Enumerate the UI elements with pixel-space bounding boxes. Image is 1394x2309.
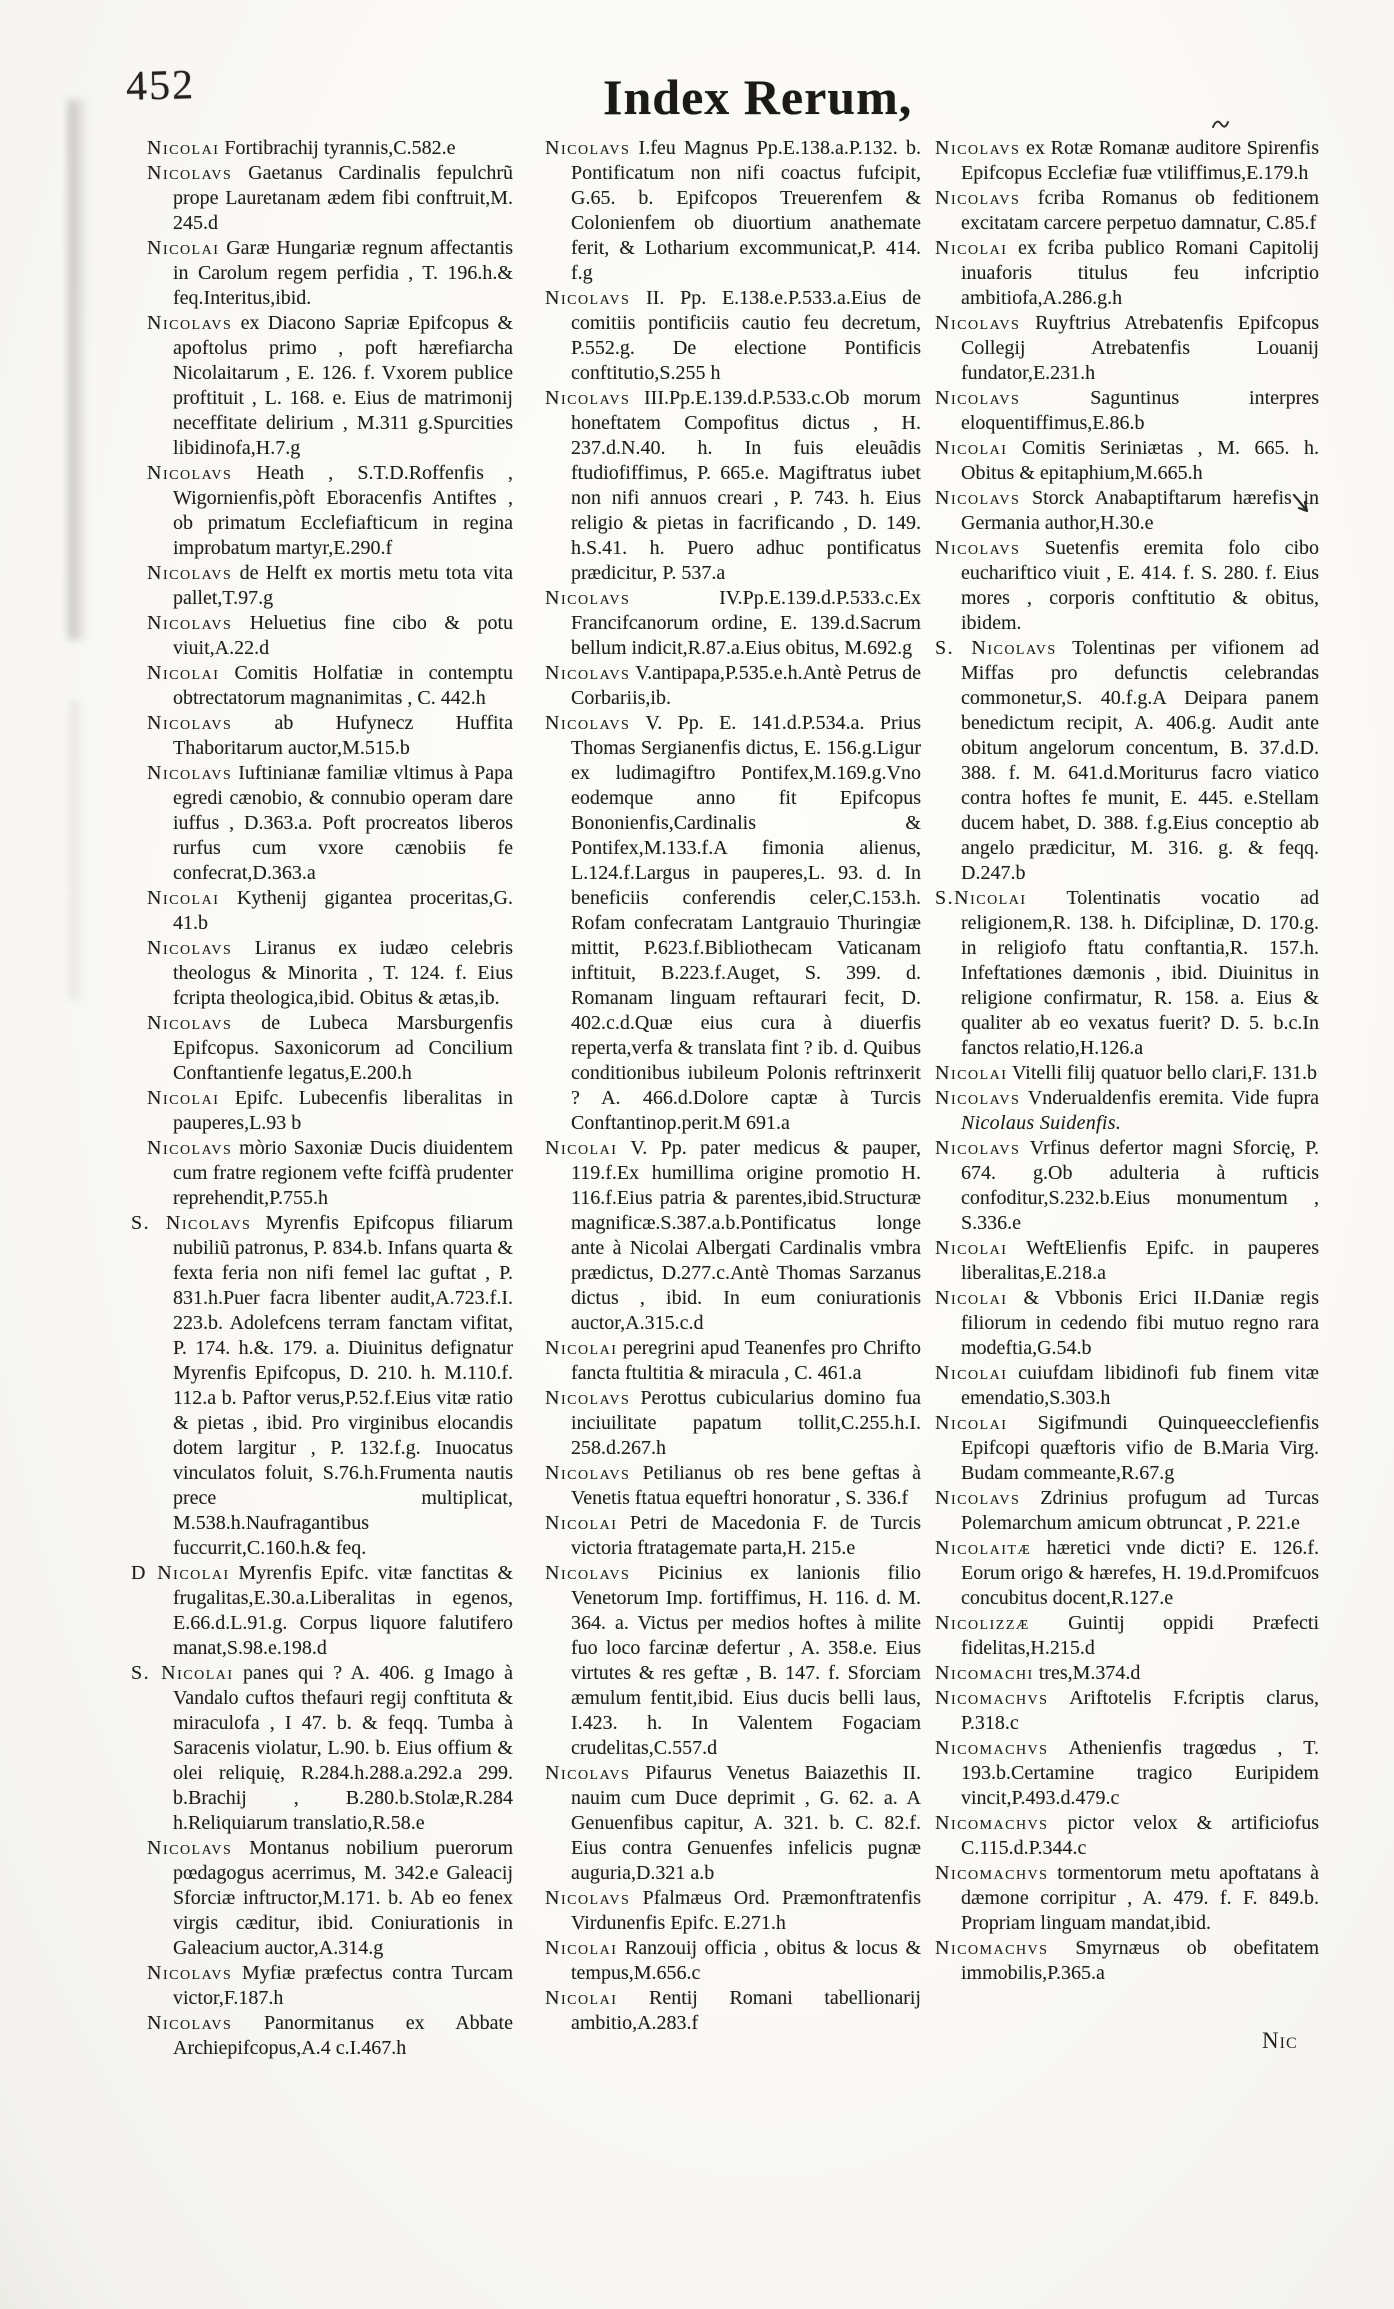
- entry-headword: Nicolai: [935, 1412, 1008, 1434]
- entry-headword: S.Nicolai: [935, 887, 1027, 909]
- index-entry: Nicolavs II. Pp. E.138.e.P.533.a.Eius de comitiis pontificiis cautio feu decretum, P.552.g. De electione Pontificis conftitutio,S.255 h: [545, 287, 921, 384]
- index-entry: Nicolai Rentij Romani tabellionarij ambitio,A.283.f: [545, 1987, 921, 2034]
- entry-headword: Nicolai: [935, 237, 1008, 259]
- index-entry: Nicolai V. Pp. pater medicus & pauper, 119.f.Ex humillima origine promotio H. 116.f.Eius patria & parentes,ibid.Structuræ magnificæ.S.387.a.b.Pontificatus longe ante à Nicolai Albergati Cardinalis vmbra prædictus, D.277.c.Antè Thomas Sarzanus dictus , ibid. In eum coniurationis auctor,A.315.c.d: [545, 1137, 921, 1334]
- index-entry: Nicolavs mòrio Saxoniæ Ducis diuidentem cum fratre regionem vefte fciffà prudenter reprehendit,P.755.h: [147, 1137, 513, 1209]
- index-entry: Nicolavs V.antipapa,P.535.e.h.Antè Petrus de Corbariis,ib.: [545, 662, 921, 709]
- entry-headword: Nicolavs: [147, 712, 233, 734]
- index-entry: Nicomachvs Ariftotelis F.fcriptis clarus, P.318.c: [935, 1687, 1319, 1734]
- index-entry: Nicolavs V. Pp. E. 141.d.P.534.a. Prius Thomas Sergianenfis dictus, E. 156.g.Ligur ex ludimagiftro Pontifex,M.169.g.Vno eodemque anno fit Epifcopus Bononienfis,Cardinalis & Pontifex,M.133.f.A fimonia alienus, L.124.f.Largus in pauperes,L. 93. d. In beneficiis conferendis celer,C.153.h. Rofam confecratam Lantgrauio Thuringiæ mittit, P.623.f.Bibliothecam Vaticanam inftituit, B.223.f.Auget, S. 399. d. Romanam linguam reftaurari fecit, D. 402.c.d.Quæ eius cura à diuerfis reperta,verfa & translata fint ? ib. d. Quibus conditionibus iubileum Polonis reftrinxerit ? A. 466.d.Dolore captæ à Turcis Conftantinop.perit.M 691.a: [545, 712, 921, 1134]
- entry-headword: Nicolai: [545, 1512, 618, 1534]
- entry-headword: Nicolavs: [545, 137, 631, 159]
- entry-headword: Nicolai: [147, 137, 220, 159]
- entry-headword: Nicolavs: [147, 612, 233, 634]
- index-entry: Nicolavs Pfalmæus Ord. Præmonftratenfis Virdunenfis Epifc. E.271.h: [545, 1887, 921, 1934]
- entry-headword: Nicolavs: [545, 287, 631, 309]
- index-entry: Nicolavs ab Hufynecz Huffita Thaboritarum auctor,M.515.b: [147, 712, 513, 759]
- index-entry: Nicolavs Liranus ex iudæo celebris theologus & Minorita , T. 124. f. Eius fcripta theologica,ibid. Obitus & ætas,ib.: [147, 937, 513, 1009]
- index-entry: S. Nicolavs Tolentinas per vifionem ad Miffas pro defunctis celebrandas commonetur,S. 40.f.g.A Deipara panem benedictum recipit, A. 406.g. Audit ante obitum angelorum concentum, B. 37.d.D. 388. f. M. 641.d.Moriturus facro viatico contra hoftes fe munit, E. 445. e.Stellam ducem habet, D. 388. f.g.Eius conceptio ab angelo prædicitur, M. 316. g. & feqq. D.247.b: [935, 637, 1319, 884]
- entry-headword: Nicolavs: [935, 487, 1021, 509]
- index-entry: S. Nicolai panes qui ? A. 406. g Imago à Vandalo cuftos thefauri regij conftituta & miraculofa , I 47. b. & feqq. Tumba à Saracenis violatur, L.90. b. Eius offium & olei reliquię, R.284.h.288.a.292.a 299. b.Brachij , B.280.b.Stolæ,R.284 h.Reliquiarum translatio,R.58.e: [131, 1662, 513, 1834]
- index-entry: Nicolavs Zdrinius profugum ad Turcas Polemarchum amicum obtruncat , P. 221.e: [935, 1487, 1319, 1534]
- index-column-middle: [545, 136, 921, 2036]
- gutter-shadow: [68, 100, 88, 640]
- entry-headword: Nicolavs: [935, 1087, 1021, 1109]
- index-entry: D Nicolai Myrenfis Epifc. vitæ fanctitas & frugalitas,E.30.a.Liberalitas in egenos, E.66.d.L.91.g. Corpus liquore falutifero manat,S.98.e.198.d: [131, 1562, 513, 1659]
- index-entry: Nicomachi tres,M.374.d: [935, 1662, 1141, 1684]
- index-entry: Nicolavs Heluetius fine cibo & potu viuit,A.22.d: [147, 612, 513, 659]
- index-entry: Nicolai Kythenij gigantea proceritas,G. 41.b: [147, 887, 513, 934]
- index-entry: Nicolavs Ruyftrius Atrebatenfis Epifcopus Collegij Atrebatenfis Louanij fundator,E.231.h: [935, 312, 1319, 384]
- ink-smudge-top: [1210, 116, 1230, 132]
- entry-headword: Nicolavs: [935, 1487, 1021, 1509]
- entry-headword: Nicolavs: [545, 1462, 631, 1484]
- index-entry: Nicolai Sigifmundi Quinqueecclefienfis Epifcopi quæftoris vifio de B.Maria Virg. Budam commeante,R.67.g: [935, 1412, 1319, 1484]
- index-column-right: [935, 136, 1319, 1986]
- index-entry: Nicolavs IV.Pp.E.139.d.P.533.c.Ex Francifcanorum ordine, E. 139.d.Sacrum bellum indicit,R.87.a.Eius obitus, M.692.g: [545, 587, 921, 659]
- entry-headword: Nicolizzæ: [935, 1612, 1030, 1634]
- index-entry: Nicolavs ex Diacono Sapriæ Epifcopus & apoftolus primo , poft hærefiarcha Nicolaitarum , E. 126. f. Vxorem publice proftituit , L. 168. e. Eius de matrimonij neceffitate delirium , M.311 g.Spurcities libidinofa,H.7.g: [147, 312, 513, 459]
- entry-headword: Nicolavs: [545, 1887, 631, 1909]
- index-entry: Nicolai Petri de Macedonia F. de Turcis victoria ftratagemate parta,H. 215.e: [545, 1512, 921, 1559]
- entry-headword: Nicolavs: [147, 1837, 233, 1859]
- index-entry: Nicolavs Vnderualdenfis eremita. Vide fupra Nicolaus Suidenfis.: [935, 1087, 1319, 1134]
- index-entry: Nicolavs de Helft ex mortis metu tota vita pallet,T.97.g: [147, 562, 513, 609]
- entry-headword: Nicolavs: [545, 1762, 631, 1784]
- index-entry: Nicolavs Gaetanus Cardinalis fepulchrũ prope Lauretanam ædem fibi conftruit,M. 245.d: [147, 162, 513, 234]
- entry-headword: S. Nicolavs: [131, 1212, 252, 1234]
- page-title: Index Rerum,: [603, 69, 913, 125]
- entry-headword: Nicomachvs: [935, 1687, 1049, 1709]
- index-entry: Nicolavs I.feu Magnus Pp.E.138.a.P.132. b. Pontificatum non nifi coactus fufcipit, G.65. b. Epifcopos Treuerenfem & Colonienfem ob diuortium anathemate ferit, & Lotharium excommunicat,P. 414. f.g: [545, 137, 921, 284]
- ink-smudge-margin: [1290, 492, 1314, 520]
- entry-headword: Nicolavs: [935, 1137, 1021, 1159]
- index-entry: Nicolai peregrini apud Teanenfes pro Chrifto fancta ftultitia & miracula , C. 461.a: [545, 1337, 921, 1384]
- entry-headword: Nicolavs: [935, 312, 1021, 334]
- index-entry: Nicolai Fortibrachij tyrannis,C.582.e: [147, 137, 456, 159]
- entry-headword: Nicolavs: [935, 137, 1021, 159]
- entry-headword: Nicolai: [147, 1087, 220, 1109]
- entry-headword: Nicolai: [935, 1237, 1008, 1259]
- entry-headword: Nicolai: [545, 1987, 618, 2009]
- index-entry: Nicolai Comitis Holfatiæ in contemptu obtrectatorum magnanimitas , C. 442.h: [147, 662, 513, 709]
- entry-headword: Nicomachi: [935, 1662, 1034, 1684]
- entry-headword: D Nicolai: [131, 1562, 230, 1584]
- entry-headword: S. Nicolai: [131, 1662, 234, 1684]
- index-entry: S. Nicolavs Myrenfis Epifcopus filiarum nubiliũ patronus, P. 834.b. Infans quarta & fexta feria non nifi femel lac guftat , P. 831.h.Puer facra libenter audit,A.723.f.I. 223.b. Adolefcens terram fanctam vifitat, P. 174. h.&. 179. a. Diuinitus defignatur Myrenfis Epifcopus, D. 210. h. M.110.f. 112.a b. Paftor verus,P.52.f.Eius vitæ ratio & pietas , ibid. Pro virginibus elocandis dotem largitur , P. 132.f.g. Inuocatus vinculatos foluit, S.76.h.Frumenta nautis prece multiplicat, M.538.h.Naufragantibus fuccurrit,C.160.h.& feq.: [131, 1212, 514, 1559]
- index-entry: Nicolai Garæ Hungariæ regnum affectantis in Carolum regem perfidia , T. 196.h.& feq.Interitus,ibid.: [147, 237, 513, 309]
- entry-headword: Nicolavs: [147, 1012, 233, 1034]
- entry-headword: Nicolavs: [147, 1137, 233, 1159]
- index-entry: Nicolai WeftElienfis Epifc. in pauperes liberalitas,E.218.a: [935, 1237, 1319, 1284]
- entry-headword: Nicolavs: [545, 387, 631, 409]
- entry-headword: Nicomachvs: [935, 1862, 1049, 1884]
- entry-headword: Nicolai: [545, 1337, 618, 1359]
- index-entry: Nicolavs Perottus cubicularius domino fua inciuilitate papatum tollit,C.255.h.I. 258.d.267.h: [545, 1387, 921, 1459]
- entry-headword: Nicolavs: [147, 312, 233, 334]
- entry-headword: Nicolai: [147, 662, 220, 684]
- entry-headword: Nicolavs: [545, 662, 631, 684]
- index-entry: Nicolavs Myfiæ præfectus contra Turcam victor,F.187.h: [147, 1962, 513, 2009]
- entry-headword: Nicolavs: [935, 387, 1021, 409]
- entry-headword: Nicolai: [545, 1137, 618, 1159]
- gutter-shadow-lower: [70, 700, 84, 1000]
- entry-headword: Nicolavs: [545, 712, 631, 734]
- index-entry: Nicolavs Saguntinus interpres eloquentiffimus,E.86.b: [935, 387, 1319, 434]
- index-entry: S.Nicolai Tolentinatis vocatio ad religionem,R. 138. h. Difciplinæ, D. 170.g. in religiofo ftatu conftantia,R. 157.h. Infeftationes dæmonis , ibid. Diuinitus in religione confirmatur, R. 158. a. Eius & qualiter ab eo vexatus fuerit? D. 5. b.c.In fanctos relatio,H.126.a: [935, 887, 1319, 1059]
- index-entry: Nicomachvs tormentorum metu apoftatans à dæmone corripitur , A. 479. f. F. 849.b. Propriam linguam mandat,ibid.: [935, 1862, 1319, 1934]
- entry-headword: S. Nicolavs: [935, 637, 1057, 659]
- index-entry: Nicolai & Vbbonis Erici II.Daniæ regis filiorum in cedendo fibi mutuo regno rara modeftia,G.54.b: [935, 1287, 1319, 1359]
- entry-headword: Nicolavs: [935, 537, 1021, 559]
- index-column-left: [131, 136, 514, 2061]
- index-entry: Nicolavs de Lubeca Marsburgenfis Epifcopus. Saxonicorum ad Concilium Conftantienfe legatus,E.200.h: [147, 1012, 513, 1084]
- index-entry: Nicolavs III.Pp.E.139.d.P.533.c.Ob morum honeftatem Compofitus dictus , H. 237.d.N.40. h. In fuis eleuãdis ftudiofiffimus, P. 665.e. Magiftratus iubet non nifi annuos creari , P. 743. h. Eius religio & pietas in facrificando , D. 149. h.S.41. h. Puero adhuc pontificatus prædicitur, P. 537.a: [545, 387, 921, 584]
- entry-headword: Nicolai: [545, 1937, 618, 1959]
- entry-headword: Nicolavs: [545, 587, 631, 609]
- index-entry: Nicolavs Montanus nobilium puerorum pœdagogus acerrimus, M. 342.e Galeacij Sforciæ inftructor,M.171. b. Ab eo fenex virgis cæditur, ibid. Coniurationis in Galeacium auctor,A.314.g: [147, 1837, 513, 1959]
- index-entry: Nicolaitæ hæretici vnde dicti? E. 126.f. Eorum origo & hærefes, H. 19.d.Promifcuos concubitus docent,R.127.e: [935, 1537, 1319, 1609]
- index-entry: Nicolai Epifc. Lubecenfis liberalitas in pauperes,L.93 b: [147, 1087, 513, 1134]
- entry-headword: Nicolavs: [147, 762, 233, 784]
- entry-headword: Nicolavs: [545, 1387, 631, 1409]
- index-entry: Nicolavs Panormitanus ex Abbate Archiepifcopus,A.4 c.I.467.h: [147, 2012, 513, 2059]
- entry-headword: Nicolai: [935, 1287, 1008, 1309]
- index-entry: Nicolavs Pifaurus Venetus Baiazethis II. nauim cum Duce deprimit , G. 62. a. A Genuenfibus capitur, A. 321. b. C. 82.f. Eius contra Genuenfes infelicis pugnæ auguria,D.321 a.b: [545, 1762, 921, 1884]
- index-entry: Nicolavs ex Rotæ Romanæ auditore Spirenfis Epifcopus Ecclefiæ fuæ vtiliffimus,E.179.h: [935, 137, 1319, 184]
- index-entry: Nicolavs Heath , S.T.D.Roffenfis , Wigornienfis,pòft Eboracenfis Antiftes , ob primatum Ecclefiafticum in regina improbatum martyr,E.290.f: [147, 462, 513, 559]
- entry-headword: Nicolai: [935, 1362, 1008, 1384]
- entry-headword: Nicomachvs: [935, 1737, 1049, 1759]
- entry-headword: Nicolavs: [147, 2012, 233, 2034]
- entry-headword: Nicolavs: [147, 562, 233, 584]
- index-entry: Nicolavs Vrfinus defertor magni Sforcię, P. 674. g.Ob adulteria à rufticis confoditur,S.232.b.Eius monumentum , S.336.e: [935, 1137, 1319, 1234]
- index-entry: Nicolai cuiufdam libidinofi fub finem vitæ emendatio,S.303.h: [935, 1362, 1319, 1409]
- index-entry: Nicolai ex fcriba publico Romani Capitolij inuaforis titulus feu infcriptio ambitiofa,A.286.g.h: [935, 237, 1319, 309]
- entry-headword: Nicolai: [935, 437, 1008, 459]
- index-entry: Nicolavs Petilianus ob res bene geftas à Venetis ftatua equeftri honoratur , S. 336.f: [545, 1462, 921, 1509]
- index-entry: Nicomachvs Athenienfis tragœdus , T. 193.b.Certamine tragico Euripidem vincit,P.493.d.479.c: [935, 1737, 1319, 1809]
- page-number: 452: [125, 62, 196, 110]
- index-entry: Nicolavs fcriba Romanus ob feditionem excitatam carcere perpetuo damnatur, C.85.f: [935, 187, 1319, 234]
- index-entry: Nicolavs Storck Anabaptiftarum hærefis in Germania author,H.30.e: [935, 487, 1319, 534]
- entry-headword: Nicolavs: [147, 1962, 233, 1984]
- entry-headword: Nicolavs: [147, 937, 233, 959]
- entry-headword: Nicolaitæ: [935, 1537, 1032, 1559]
- entry-headword: Nicolavs: [147, 162, 233, 184]
- entry-italic-reference: Nicolaus Suidenfis.: [961, 1112, 1122, 1134]
- entry-headword: Nicomachvs: [935, 1937, 1049, 1959]
- index-entry: Nicolavs Iuftinianæ familiæ vltimus à Papa egredi cænobio, & connubio operam dare iuffus , D.363.a. Poft procreatos liberos rurfus cum vxore cænobiis fe confecrat,D.363.a: [147, 762, 513, 884]
- entry-headword: Nicolavs: [545, 1562, 631, 1584]
- index-entry: Nicolai Comitis Seriniætas , M. 665. h. Obitus & epitaphium,M.665.h: [935, 437, 1319, 484]
- index-entry: Nicolavs Picinius ex lanionis filio Venetorum Imp. fortiffimus, H. 116. d. M. 364. a. Victus per medios hoftes à milite fuo loco farcinæ defertur , A. 358.e. Eius virtutes & res geftæ , B. 147. f. Sforciam æmulum fentit,ibid. Eius ducis belli laus, I.423. h. In Valentem Fogaciam crudelitas,C.557.d: [545, 1562, 921, 1759]
- index-entry: Nicomachvs Smyrnæus ob obefitatem immobilis,P.365.a: [935, 1937, 1319, 1984]
- entry-headword: Nicolai: [935, 1062, 1008, 1084]
- index-entry: Nicolizzæ Guintij oppidi Præfecti fidelitas,H.215.d: [935, 1612, 1319, 1659]
- index-entry: Nicolavs Suetenfis eremita folo cibo euchariftico viuit , E. 414. f. S. 280. f. Eius mores , corporis conftitutio & obitus, ibidem.: [935, 537, 1319, 634]
- catchword: Nic: [1262, 2028, 1298, 2053]
- entry-headword: Nicomachvs: [935, 1812, 1049, 1834]
- entry-headword: Nicolai: [147, 887, 220, 909]
- index-entry: Nicolai Vitelli filij quatuor bello clari,F. 131.b: [935, 1062, 1317, 1084]
- entry-headword: Nicolavs: [147, 462, 233, 484]
- entry-headword: Nicolai: [147, 237, 220, 259]
- index-entry: Nicolai Ranzouij officia , obitus & locus & tempus,M.656.c: [545, 1937, 921, 1984]
- index-entry: Nicomachvs pictor velox & artificiofus C.115.d.P.344.c: [935, 1812, 1319, 1859]
- entry-headword: Nicolavs: [935, 187, 1021, 209]
